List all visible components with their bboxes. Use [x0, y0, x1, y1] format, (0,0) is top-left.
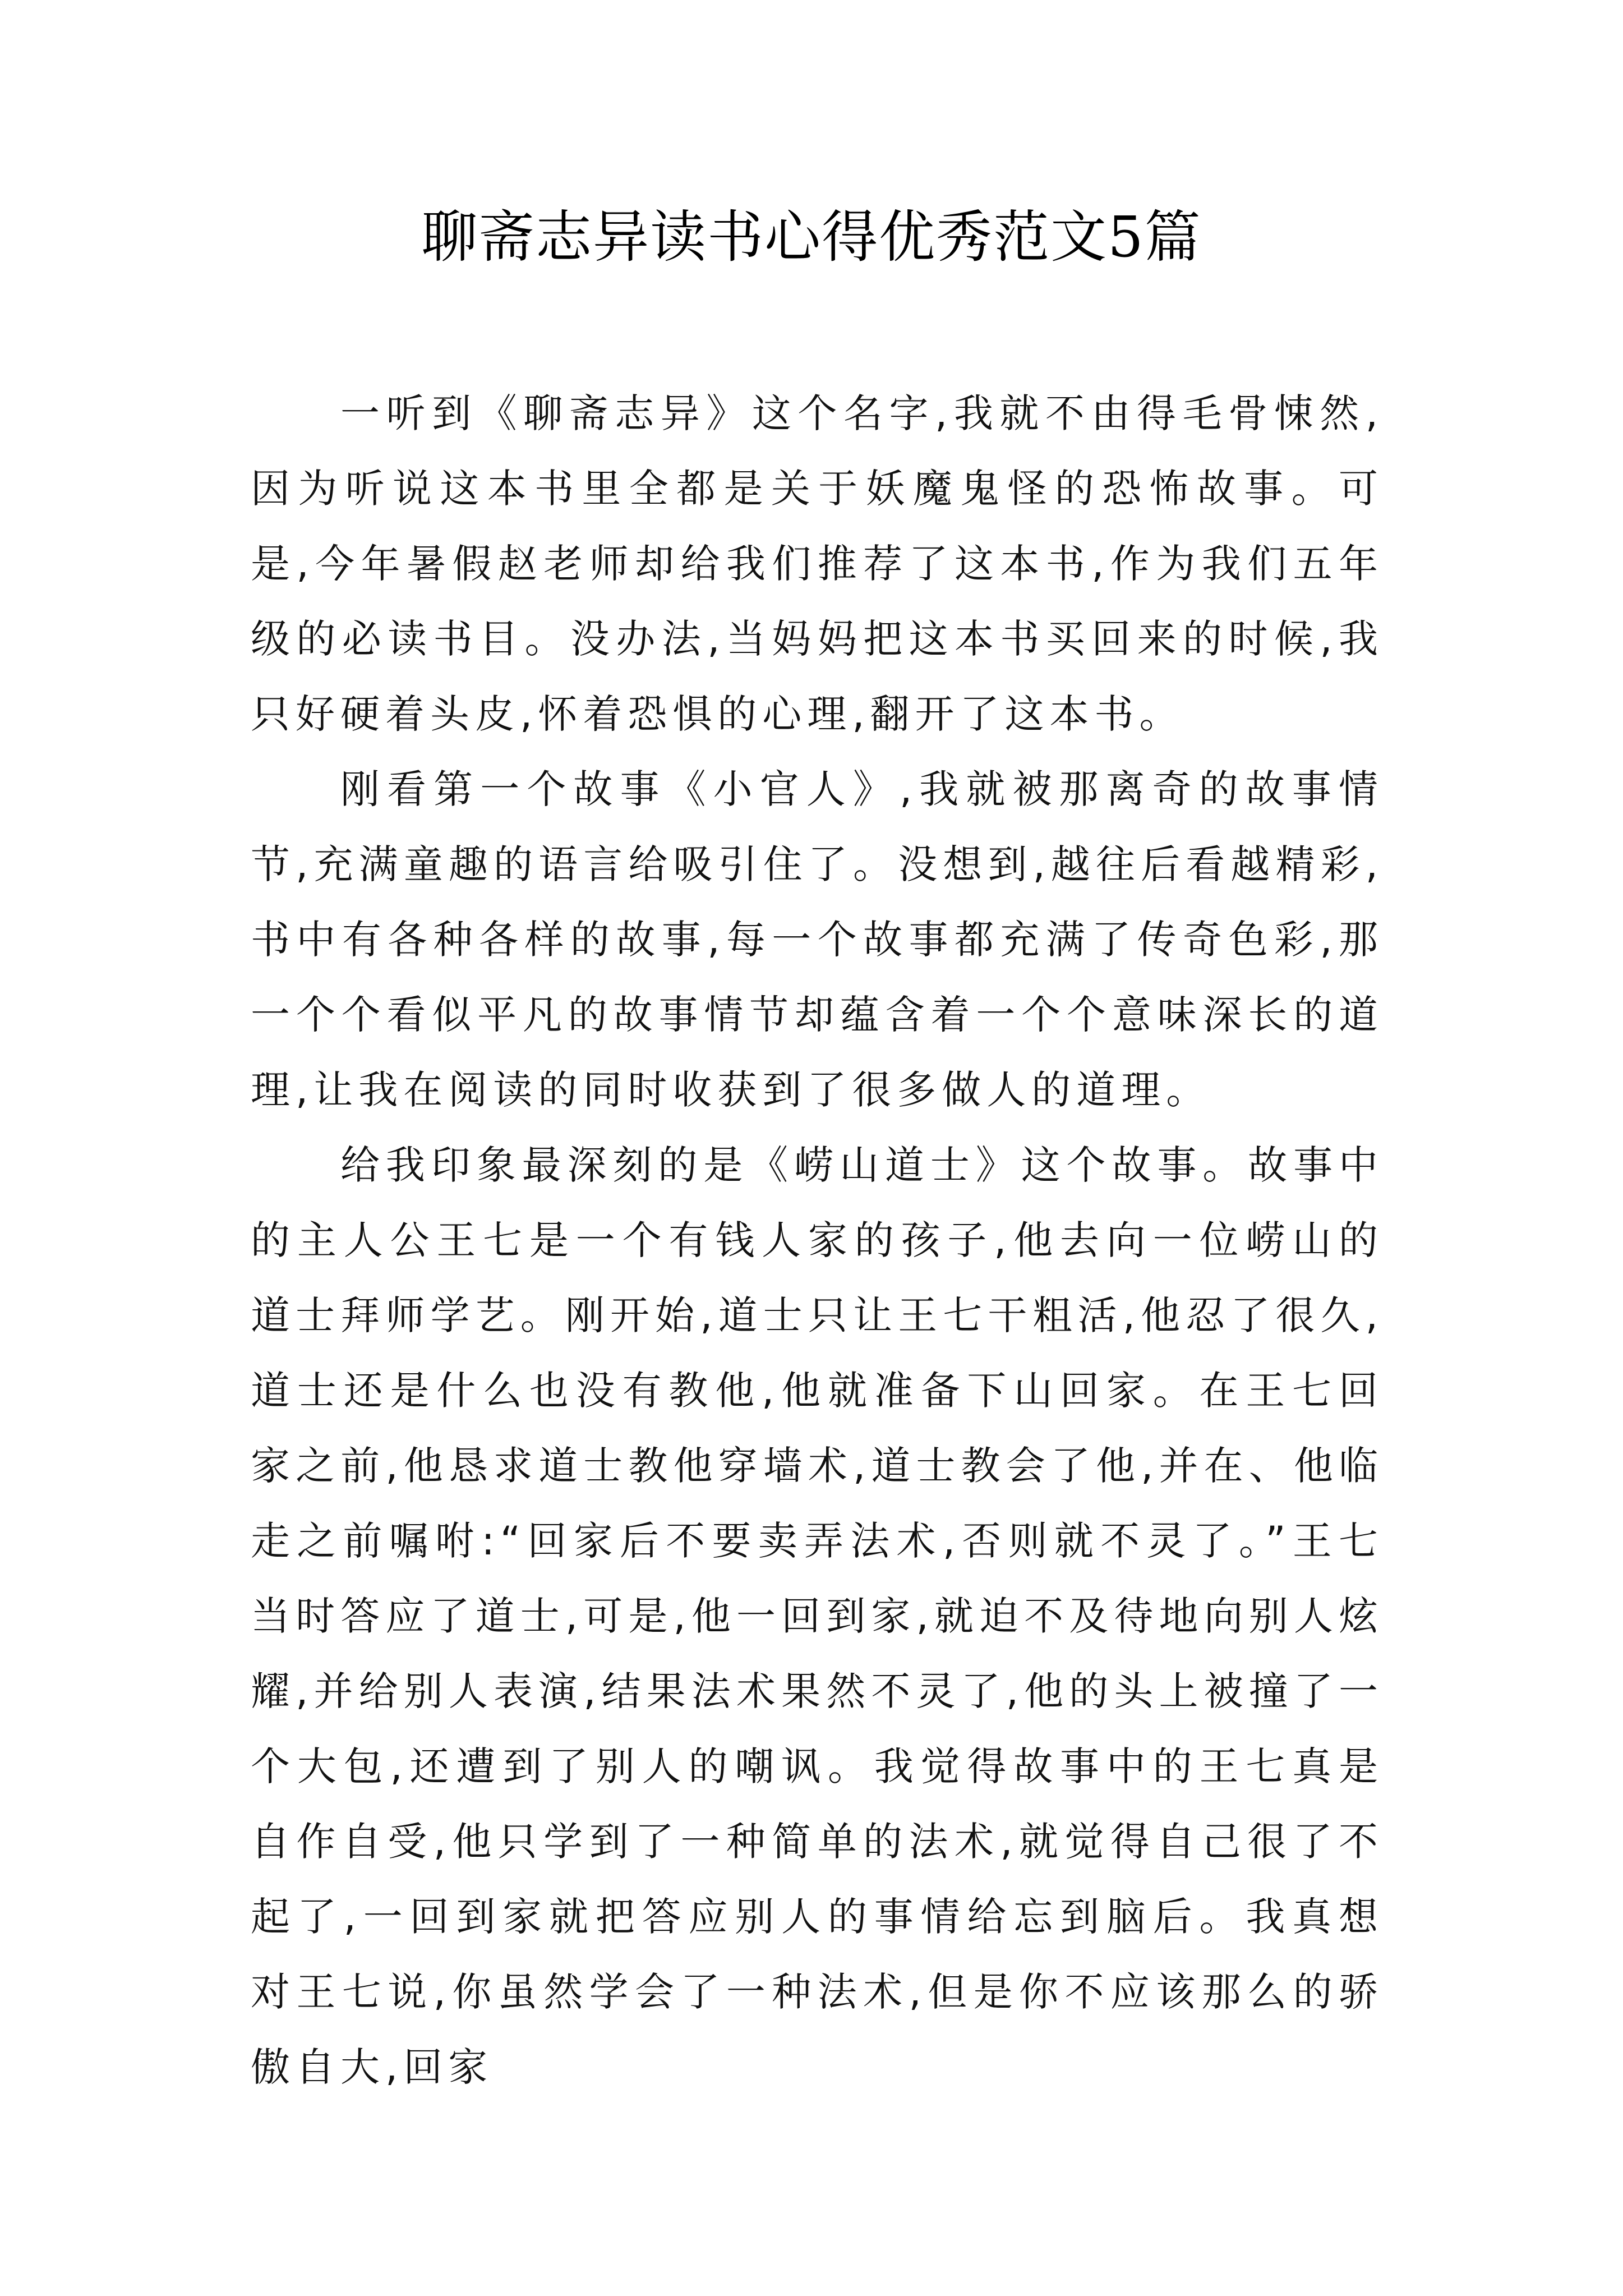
paragraph-3: 给我印象最深刻的是《崂山道士》这个故事。故事中的主人公王七是一个有钱人家的孩子,他去向一位崂山的道士拜师学艺。刚开始,道士只让王七干粗活,他忍了很久,道士还是什么也没有教他,他就准备下山回家。在王七回家之前,他恳求道士教他穿墙术,道士教会了他,并在、他临走之前嘱咐:“回家后不要卖弄法术,否则就不灵了。”王七当时答应了道士,可是,他一回到家,就迫不及待地向别人炫耀,并给别人表演,结果法术果然不灵了,他的头上被撞了一个大包,还遭到了别人的嘲讽。我觉得故事中的王七真是自作自受,他只学到了一种简单的法术,就觉得自己很了不起了,一回到家就把答应别人的事情给忘到脑后。我真想对王七说,你虽然学会了一种法术,但是你不应该那么的骄傲自大,回家 [251, 1142, 1384, 2090]
paragraph-2: 刚看第一个故事《小官人》,我就被那离奇的故事情节,充满童趣的语言给吸引住了。没想到,越往后看越精彩,书中有各种各样的故事,每一个故事都充满了传奇色彩,那一个个看似平凡的故事情节却蕴含着一个个意味深长的道理,让我在阅读的同时收获到了很多做人的道理。 [251, 766, 1384, 1113]
document-body [251, 376, 1384, 2105]
document-title: 聊斋志异读书心得优秀范文5篇 [421, 204, 1202, 270]
paragraph-1: 一听到《聊斋志异》这个名字,我就不由得毛骨悚然,因为听说这本书里全都是关于妖魔鬼怪的恐怖故事。可是,今年暑假赵老师却给我们推荐了这本书,作为我们五年级的必读书目。没办法,当妈妈把这本书买回来的时候,我只好硬着头皮,怀着恐惧的心理,翻开了这本书。 [251, 390, 1384, 737]
